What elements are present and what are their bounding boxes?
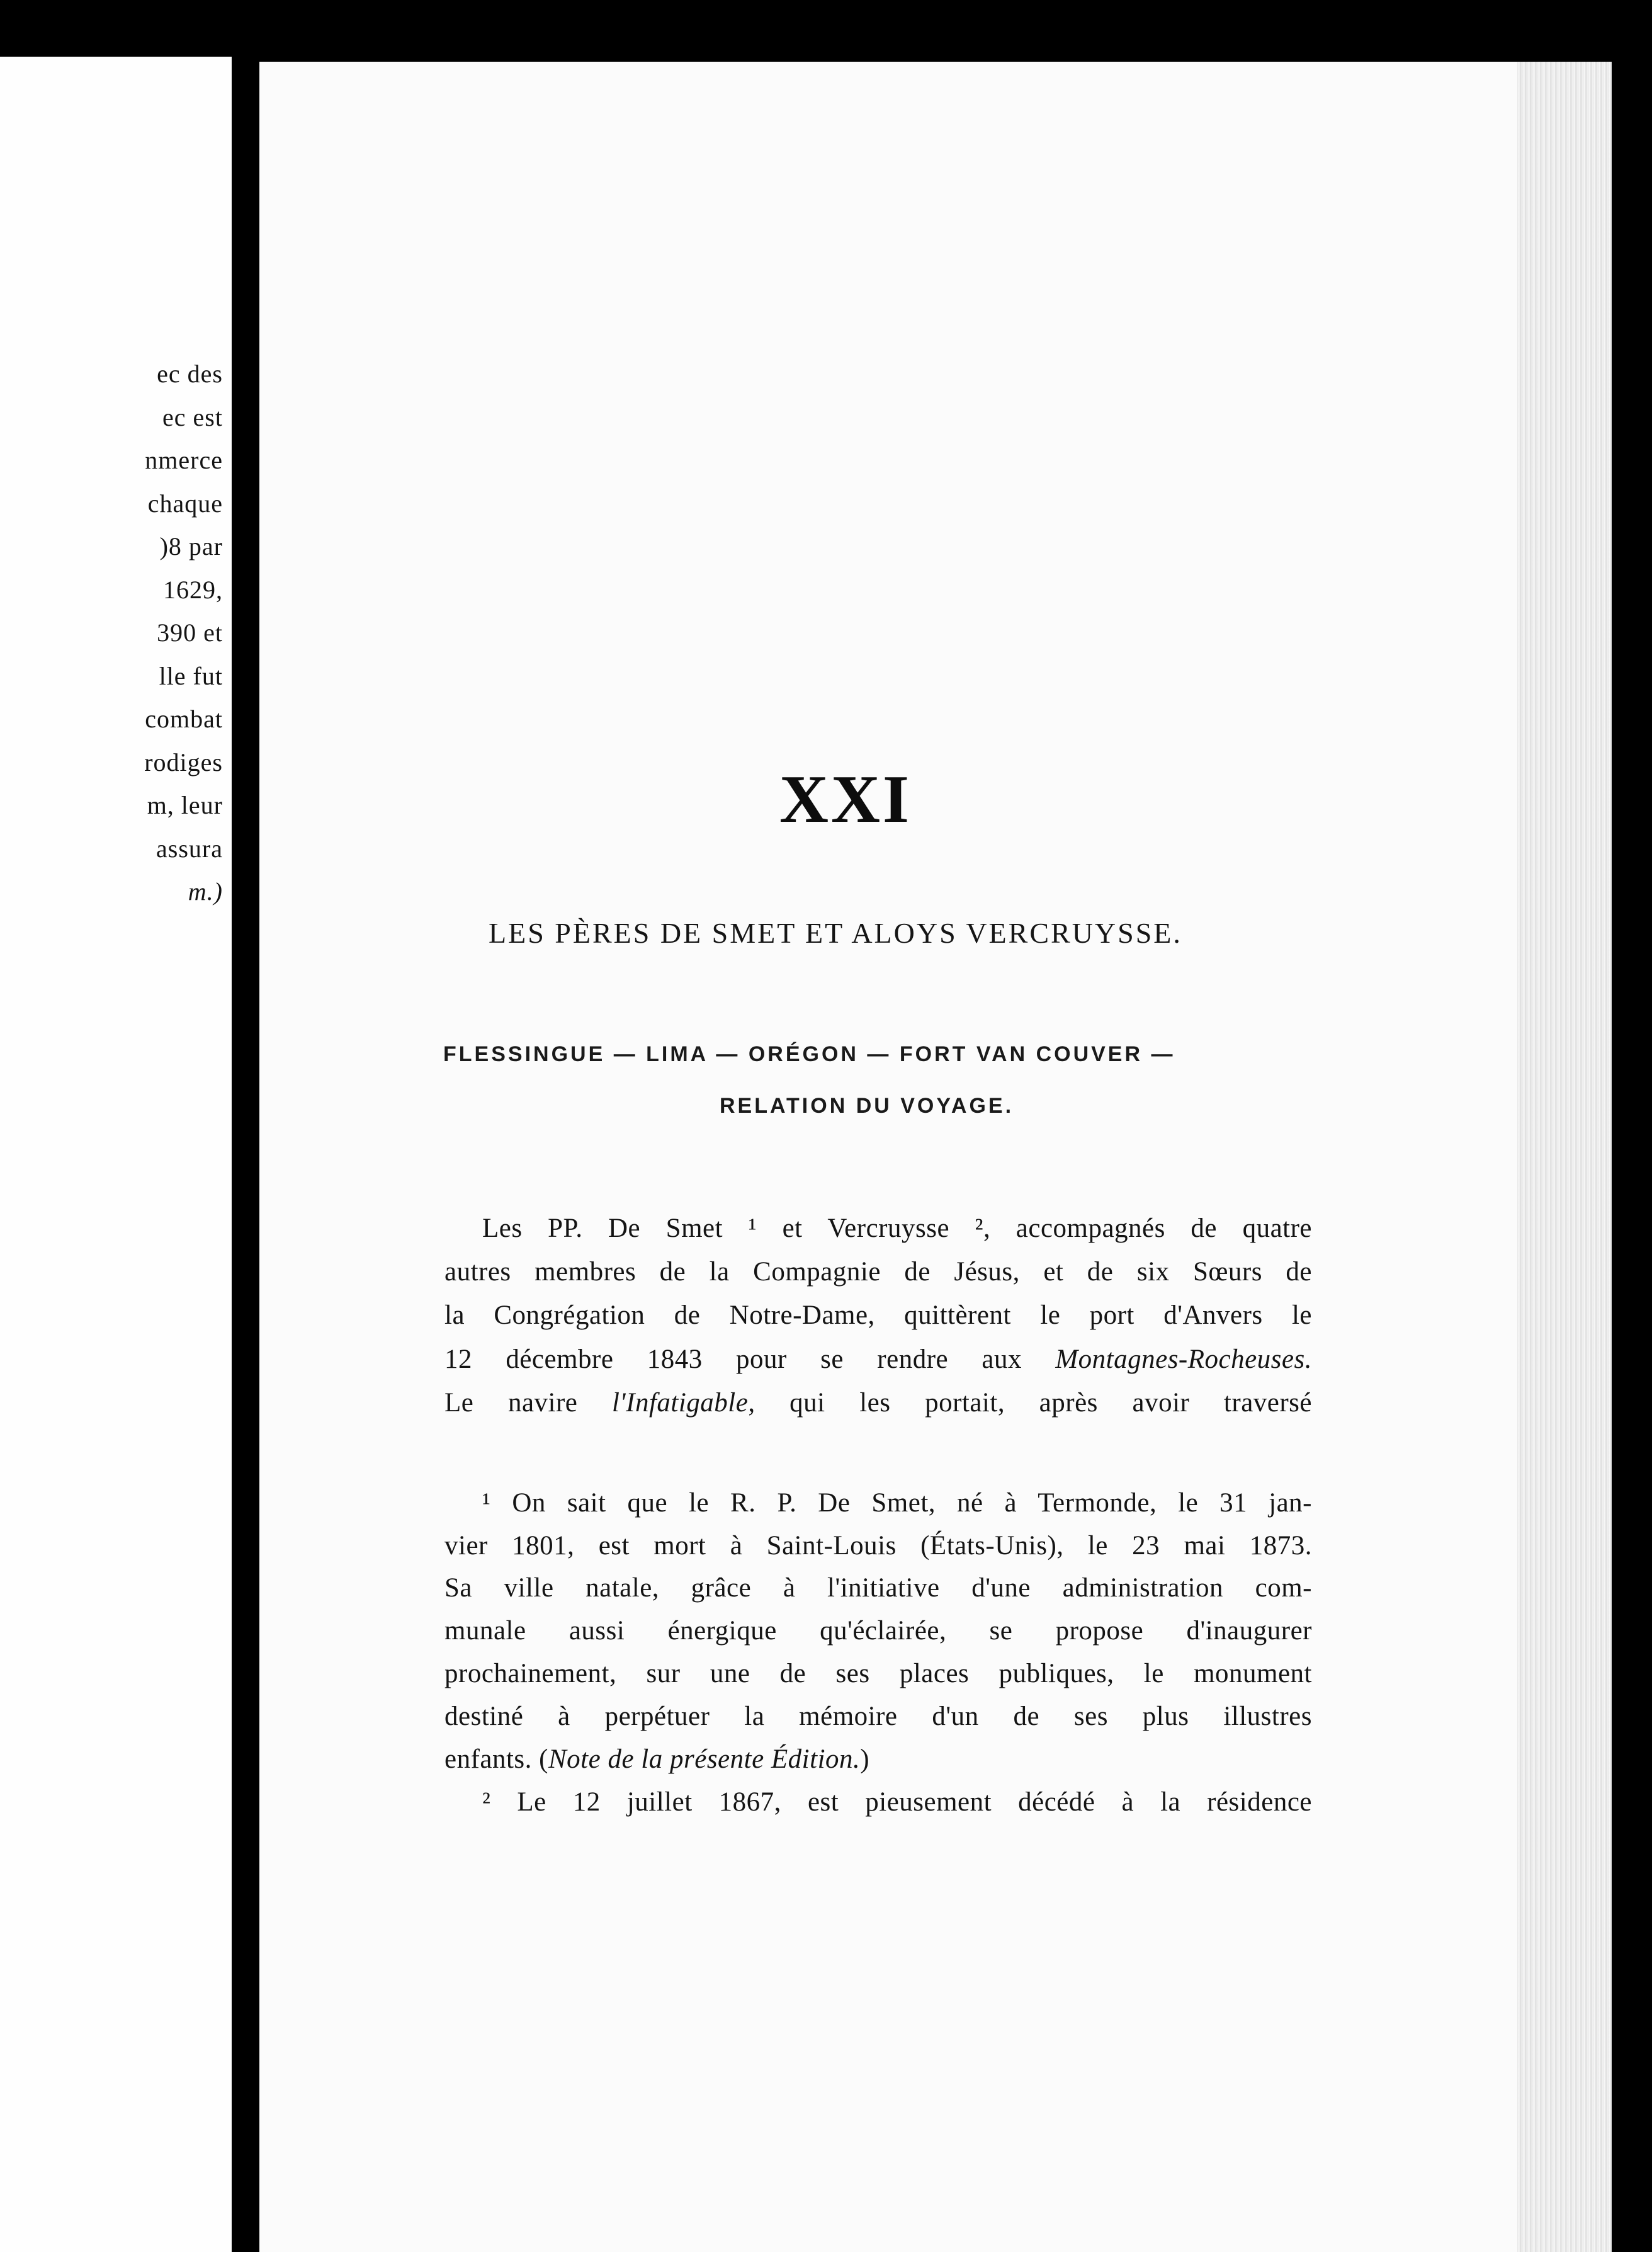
body-line-5: Le navire l'Infatigable, qui les portait, après avoir traversé: [444, 1388, 1312, 1418]
right-page: [259, 62, 1612, 2252]
body-line-1: Les PP. De Smet ¹ et Vercruysse ², accompagnés de quatre: [482, 1214, 1312, 1243]
left-line-7: 390 et: [157, 618, 223, 647]
left-line-6: 1629,: [163, 576, 223, 604]
left-line-1: ec des: [157, 360, 223, 388]
body-line-3: la Congrégation de Notre-Dame, quittèrent le port d'Anvers le: [444, 1300, 1312, 1330]
left-line-13: m.): [188, 877, 223, 906]
footnote-line-8: ² Le 12 juillet 1867, est pieusement décédé à la résidence: [482, 1787, 1312, 1817]
chapter-subtitle-line-2: RELATION DU VOYAGE.: [720, 1094, 1014, 1118]
chapter-number: XXI: [779, 762, 912, 837]
gutter-shadow: [232, 0, 259, 2252]
footnote-line-1: ¹ On sait que le R. P. De Smet, né à Termonde, le 31 jan-: [482, 1488, 1312, 1518]
chapter-title: LES PÈRES DE SMET ET ALOYS VERCRUYSSE.: [489, 917, 1182, 949]
chapter-subtitle-line-1: FLESSINGUE — LIMA — ORÉGON — FORT VAN COUVER —: [443, 1042, 1175, 1066]
left-line-12: assura: [156, 834, 223, 863]
page-edges: [1517, 62, 1612, 2252]
left-line-2: ec est: [162, 403, 223, 431]
left-line-11: m, leur: [147, 791, 223, 819]
left-line-9: combat: [145, 705, 223, 733]
left-line-3: nmerce: [145, 446, 223, 474]
footnote-line-3: Sa ville natale, grâce à l'initiative d'une administration com-: [444, 1573, 1312, 1603]
footnote-line-5: prochainement, sur une de ses places publiques, le monument: [444, 1659, 1312, 1688]
footnote-line-7: enfants. (Note de la présente Édition.): [444, 1744, 870, 1774]
body-line-2: autres membres de la Compagnie de Jésus, et de six Sœurs de: [444, 1257, 1312, 1287]
body-line-4: 12 décembre 1843 pour se rendre aux Montagnes-Rocheuses.: [444, 1345, 1312, 1374]
left-line-4: chaque: [147, 489, 223, 518]
left-line-10: rodiges: [144, 748, 223, 776]
left-line-8: lle fut: [159, 662, 223, 690]
left-page-fragment: [0, 57, 232, 2252]
footnote-line-4: munale aussi énergique qu'éclairée, se propose d'inaugurer: [444, 1616, 1312, 1646]
footnote-line-6: destiné à perpétuer la mémoire d'un de ses plus illustres: [444, 1702, 1312, 1731]
footnote-line-2: vier 1801, est mort à Saint-Louis (États-Unis), le 23 mai 1873.: [444, 1531, 1312, 1561]
left-line-5: )8 par: [159, 532, 223, 560]
